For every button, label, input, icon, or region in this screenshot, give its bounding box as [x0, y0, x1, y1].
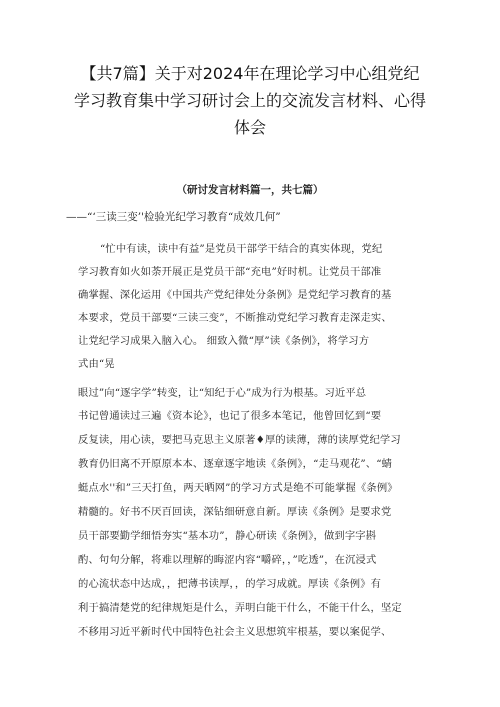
body-line: 让党纪学习成果入脑入心。 细致入微“厚”读《条例》，将学习方 — [78, 335, 370, 347]
body-line: 的心流状态中达成，，把薄书读厚，，的学习成就。厚读《条例》有 — [78, 578, 382, 590]
body-line: 精髓的。好书不厌百回读，深钻细研意自新。厚读《条例》是要求党 — [78, 506, 392, 518]
title-line: 【共7篇】关于对2024年在理论学习中心组党纪 — [80, 64, 420, 83]
body-line: 式由“晃 — [78, 358, 115, 370]
body-line: 教育仍旧离不开原原本本、逐章逐字地读《条例》，“走马观花”、“蜻 — [78, 458, 393, 470]
body-line: 利于搞清楚党的纪律规矩是什么，弄明白能干什么，不能干什么，坚定 — [78, 602, 402, 614]
body-line: 书记曾通读过三遍《资本论》，也记了很多本笔记，他曾回忆到“要 — [78, 410, 382, 422]
section-tagline: ——“‘三读三变’'检验光纪学习教育“成效几何” — [66, 211, 281, 223]
body-line: 反复读，用心读，要把马克思主义原著♦厚的读薄，薄的读厚党纪学习 — [78, 434, 401, 446]
body-line: 蜓点水''和”三天打鱼，两天晒网”的学习方式是绝不可能掌握《条例》 — [78, 482, 398, 494]
body-line: 眼过”向“逐字学”转变，让“知纪于心”成为行为根基。习近平总 — [78, 387, 367, 399]
section-subheading: （研讨发言材料篇一，共七篇） — [176, 184, 324, 196]
title-line: 体会 — [233, 118, 266, 137]
document-title — [40, 60, 460, 141]
body-line: 学习教育如火如荼开展正是党员干部“充电”好时机。让党员干部准 — [78, 266, 382, 278]
body-line: 酌、句句分解，将难以理解的晦涩内容“嚼碎，，”吃透”，在沉浸式 — [78, 554, 377, 566]
body-line: 不移用习近平新时代中国特色社会主义思想筑牢根基，要以案促学、 — [78, 626, 392, 638]
body-line: 员干部要勤学细悟夯实“基本功”，静心研读《条例》，做到字字斟 — [78, 530, 377, 542]
body-line: “忙中有读，读中有益”是党员干部学干结合的真实体现，党纪 — [100, 243, 383, 255]
body-line: 本要求，党员干部要“三读三变”，不断推动党纪学习教育走深走实、 — [78, 312, 392, 324]
body-line: 确掌握、深化运用《中国共产党纪律处分条例》是党纪学习教育的基 — [78, 289, 392, 301]
title-line: 学习教育集中学习研讨会上的交流发言材料、心得 — [73, 91, 426, 110]
